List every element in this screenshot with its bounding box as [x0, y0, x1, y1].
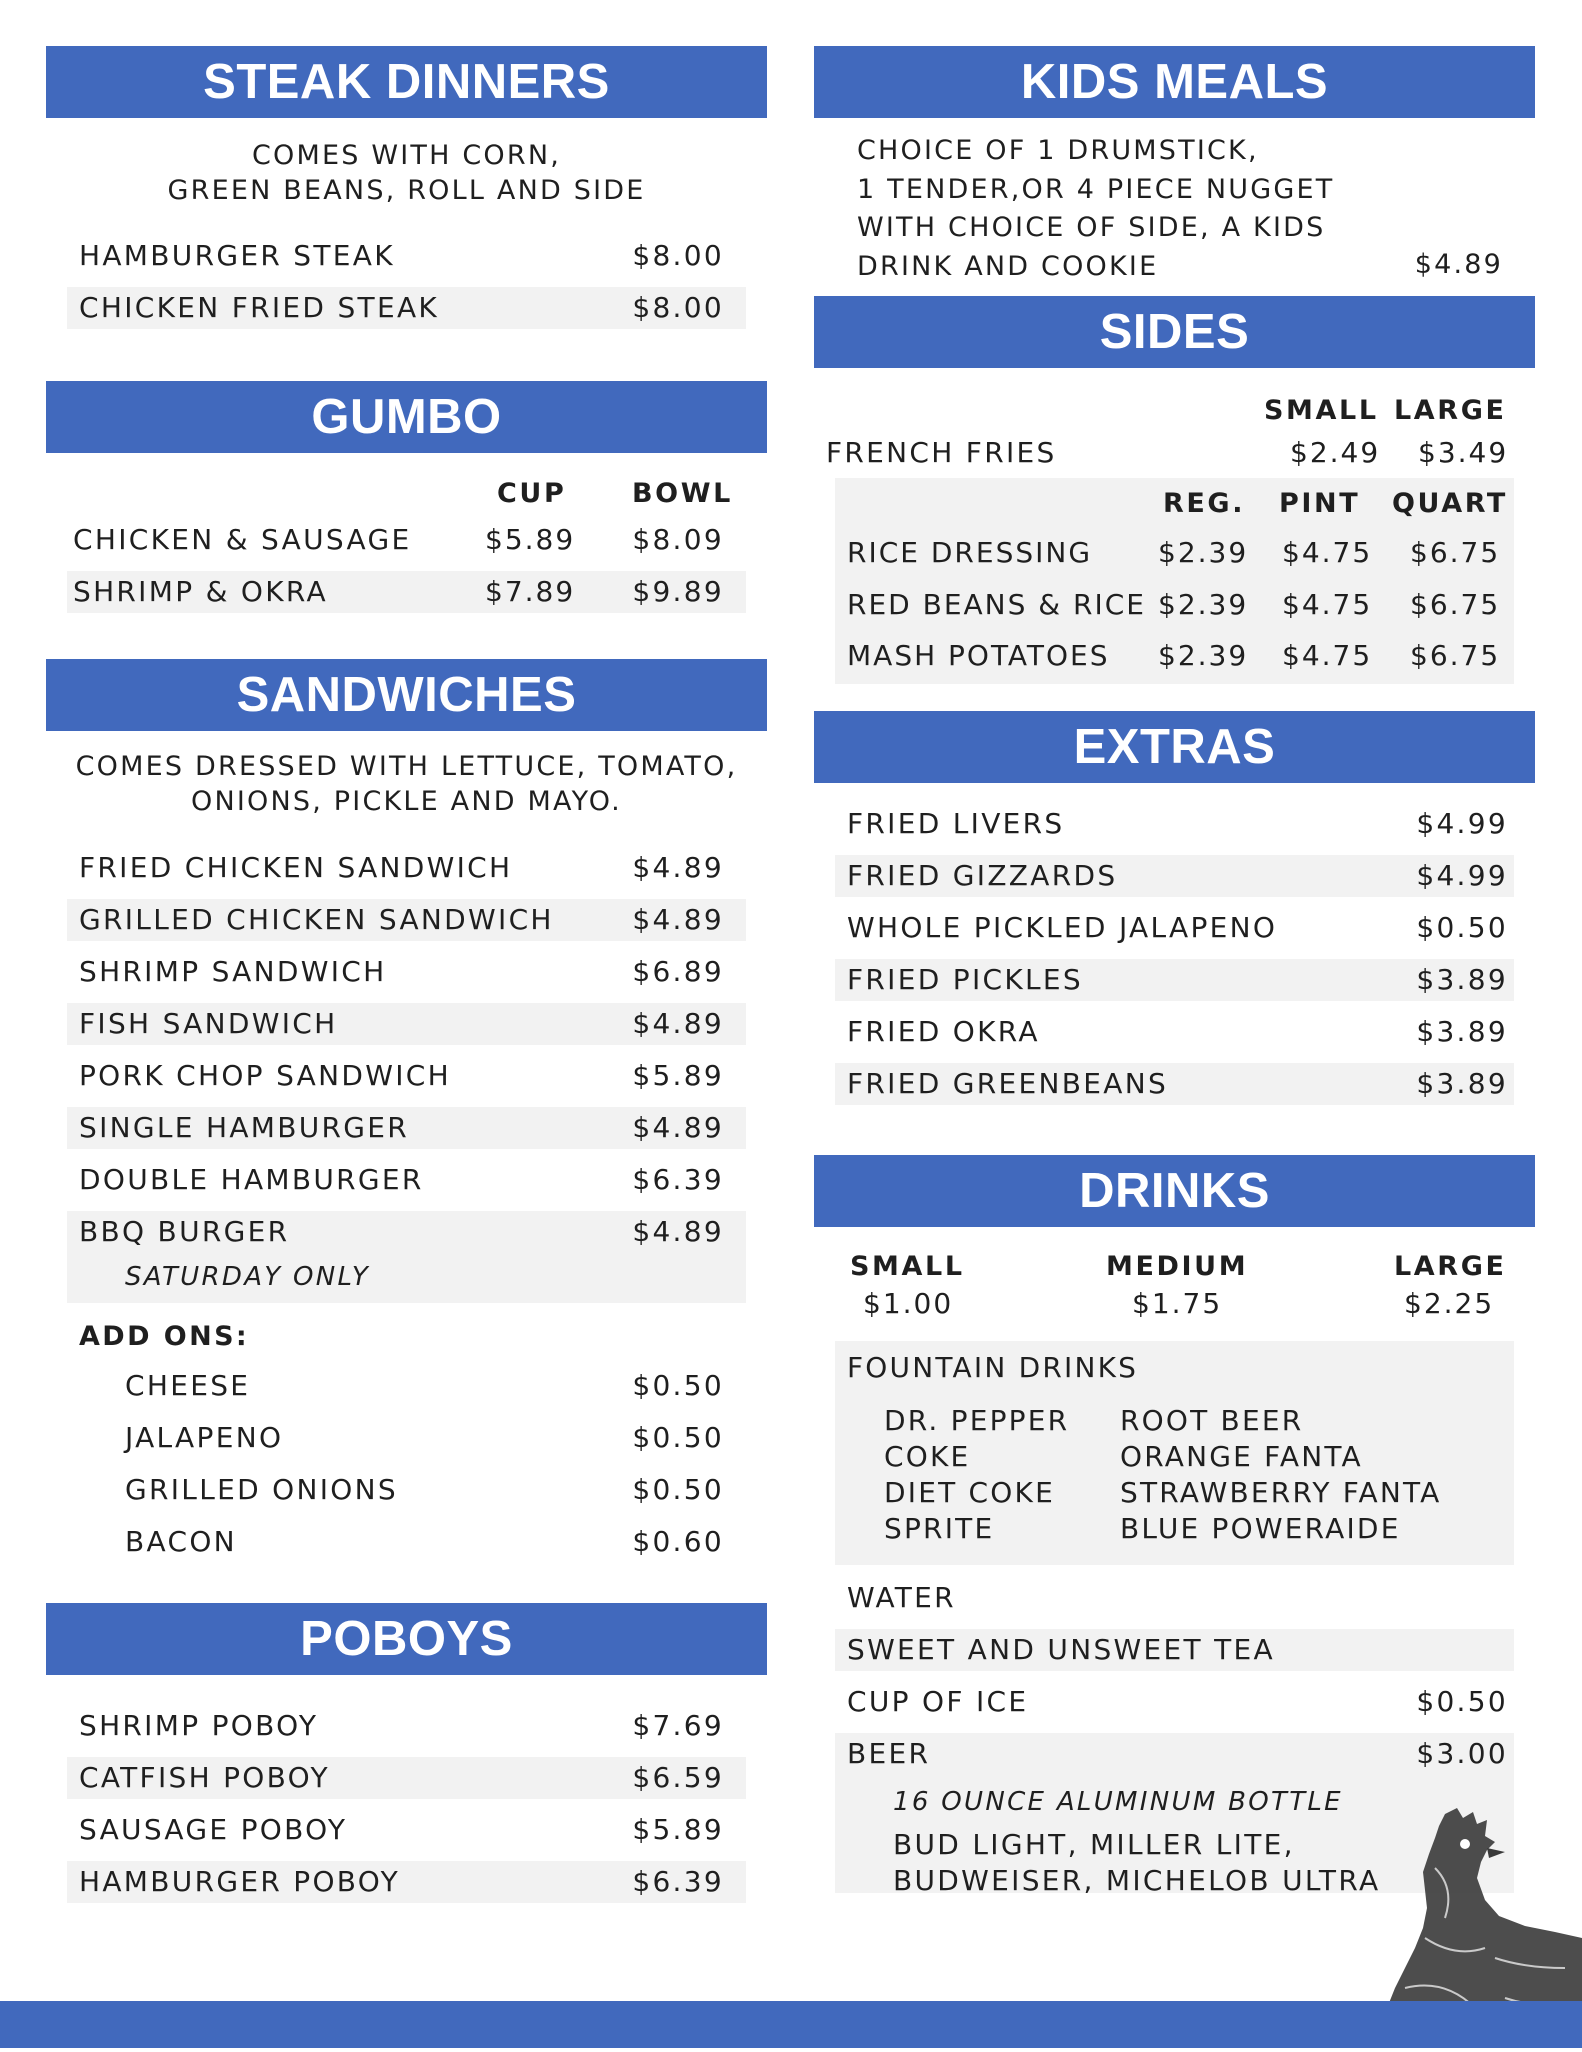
poboys-header: POBOYS — [46, 1603, 767, 1675]
drink-small-header: SMALL — [850, 1251, 965, 1282]
bowl-column-header: BOWL — [632, 478, 733, 509]
extra-item-fried-livers: FRIED LIVERS $4.99 — [847, 807, 1508, 840]
add-ons-heading: ADD ONS: — [79, 1321, 250, 1352]
side-item-red-beans-rice: RED BEANS & RICE $2.39 $4.75 $6.75 — [847, 588, 1501, 621]
beer-note: 16 OUNCE ALUMINUM BOTTLE — [893, 1787, 1343, 1817]
fountain-flavors-left — [884, 1403, 1069, 1547]
extra-item-fried-gizzards: FRIED GIZZARDS $4.99 — [835, 855, 1514, 897]
menu-item-fish-sandwich: FISH SANDWICH $4.89 — [67, 1003, 746, 1045]
addon-cheese: CHEESE $0.50 — [125, 1369, 724, 1402]
addon-grilled-onions: GRILLED ONIONS $0.50 — [125, 1473, 724, 1506]
quart-column-header: QUART — [1392, 488, 1508, 519]
drinks-header: DRINKS — [814, 1155, 1535, 1227]
sandwiches-header: SANDWICHES — [46, 659, 767, 731]
drink-sizes — [814, 1227, 1535, 1341]
gumbo-header: GUMBO — [46, 381, 767, 453]
extra-item-whole-pickled-jalapeno: WHOLE PICKLED JALAPENO $0.50 — [847, 911, 1508, 944]
fountain-drinks-box — [835, 1341, 1514, 1565]
steak-dinners-header: STEAK DINNERS — [46, 46, 767, 118]
drink-small-price: $1.00 — [863, 1287, 954, 1320]
cup-column-header: CUP — [497, 478, 567, 509]
menu-item-grilled-chicken-sandwich: GRILLED CHICKEN SANDWICH $4.89 — [67, 899, 746, 941]
extra-item-fried-pickles: FRIED PICKLES $3.89 — [835, 959, 1514, 1001]
menu-item-catfish-poboy: CATFISH POBOY $6.59 — [67, 1757, 746, 1799]
kids-meal-price: $4.89 — [1414, 249, 1503, 280]
sides-header: SIDES — [814, 296, 1535, 368]
drink-medium-header: MEDIUM — [1106, 1251, 1249, 1282]
right-column — [814, 46, 1535, 1903]
addon-jalapeno: JALAPENO $0.50 — [125, 1421, 724, 1454]
gumbo-item-chicken-sausage: CHICKEN & SAUSAGE $5.89 $8.09 — [73, 523, 724, 556]
flavor-item: ORANGE FANTA — [1120, 1440, 1363, 1473]
drink-medium-price: $1.75 — [1132, 1287, 1223, 1320]
menu-item-fried-chicken-sandwich: FRIED CHICKEN SANDWICH $4.89 — [79, 851, 724, 884]
drink-item-water: WATER — [847, 1581, 956, 1614]
drink-item-beer: BEER $3.00 16 OUNCE ALUMINUM BOTTLE BUD LIGHT, MILLER LITE, BUDWEISER, MICHELOB ULTRA — [835, 1733, 1514, 1893]
fountain-drinks-label: FOUNTAIN DRINKS — [847, 1351, 1139, 1384]
flavor-item: DR. PEPPER — [884, 1404, 1070, 1437]
menu-item-bbq-burger: BBQ BURGER $4.89 SATURDAY ONLY — [67, 1211, 746, 1303]
kids-meal-description: CHOICE OF 1 DRUMSTICK, 1 TENDER,OR 4 PIECE NUGGET WITH CHOICE OF SIDE, A KIDS DRINK AND COOKIE $4.89 — [814, 118, 1535, 296]
extras-header: EXTRAS — [814, 711, 1535, 783]
flavor-item: BLUE POWERAIDE — [1120, 1512, 1401, 1545]
sandwiches-description: COMES DRESSED WITH LETTUCE, TOMATO, ONIONS, PICKLE AND MAYO. — [75, 751, 738, 817]
footer-bar — [0, 2001, 1582, 2048]
menu-item-shrimp-poboy: SHRIMP POBOY $7.69 — [79, 1709, 724, 1742]
fountain-flavors-right — [1120, 1403, 1441, 1547]
flavor-item: ROOT BEER — [1120, 1404, 1304, 1437]
menu-item-hamburger-steak: HAMBURGER STEAK $8.00 — [79, 239, 724, 272]
menu-item-double-hamburger: DOUBLE HAMBURGER $6.39 — [79, 1163, 724, 1196]
sides-bulk-table — [835, 478, 1514, 684]
extra-item-fried-okra: FRIED OKRA $3.89 — [847, 1015, 1508, 1048]
menu-item-chicken-fried-steak: CHICKEN FRIED STEAK $8.00 — [67, 287, 746, 329]
left-column — [46, 46, 767, 1913]
menu-item-sausage-poboy: SAUSAGE POBOY $5.89 — [79, 1813, 724, 1846]
gumbo-column-headers — [46, 453, 767, 509]
side-item-mash-potatoes: MASH POTATOES $2.39 $4.75 $6.75 — [847, 639, 1501, 672]
bbq-burger-note: SATURDAY ONLY — [125, 1262, 371, 1292]
menu-item-pork-chop-sandwich: PORK CHOP SANDWICH $5.89 — [79, 1059, 724, 1092]
sides-size-headers — [814, 368, 1535, 432]
side-item-french-fries: FRENCH FRIES $2.49 $3.49 — [826, 436, 1509, 469]
pint-column-header: PINT — [1279, 488, 1361, 519]
reg-column-header: REG. — [1163, 488, 1246, 519]
drink-item-cup-of-ice: CUP OF ICE $0.50 — [847, 1685, 1508, 1718]
drink-item-tea: SWEET AND UNSWEET TEA — [835, 1629, 1514, 1671]
drink-large-header: LARGE — [1394, 1251, 1507, 1282]
small-column-header: SMALL — [1264, 395, 1379, 426]
flavor-item: DIET COKE — [884, 1476, 1055, 1509]
drink-large-price: $2.25 — [1404, 1287, 1495, 1320]
side-item-rice-dressing: RICE DRESSING $2.39 $4.75 $6.75 — [847, 536, 1501, 569]
flavor-item: COKE — [884, 1440, 971, 1473]
kids-meals-header: KIDS MEALS — [814, 46, 1535, 118]
flavor-item: SPRITE — [884, 1512, 995, 1545]
menu-item-shrimp-sandwich: SHRIMP SANDWICH $6.89 — [79, 955, 724, 988]
flavor-item: STRAWBERRY FANTA — [1120, 1476, 1442, 1509]
steak-description: COMES WITH CORN, GREEN BEANS, ROLL AND SIDE — [167, 140, 646, 206]
addon-bacon: BACON $0.60 — [125, 1525, 724, 1558]
large-column-header: LARGE — [1394, 395, 1507, 426]
extra-item-fried-greenbeans: FRIED GREENBEANS $3.89 — [835, 1063, 1514, 1105]
menu-item-hamburger-poboy: HAMBURGER POBOY $6.39 — [67, 1861, 746, 1903]
menu-item-single-hamburger: SINGLE HAMBURGER $4.89 — [67, 1107, 746, 1149]
gumbo-item-shrimp-okra: SHRIMP & OKRA $7.89 $9.89 — [67, 571, 746, 613]
